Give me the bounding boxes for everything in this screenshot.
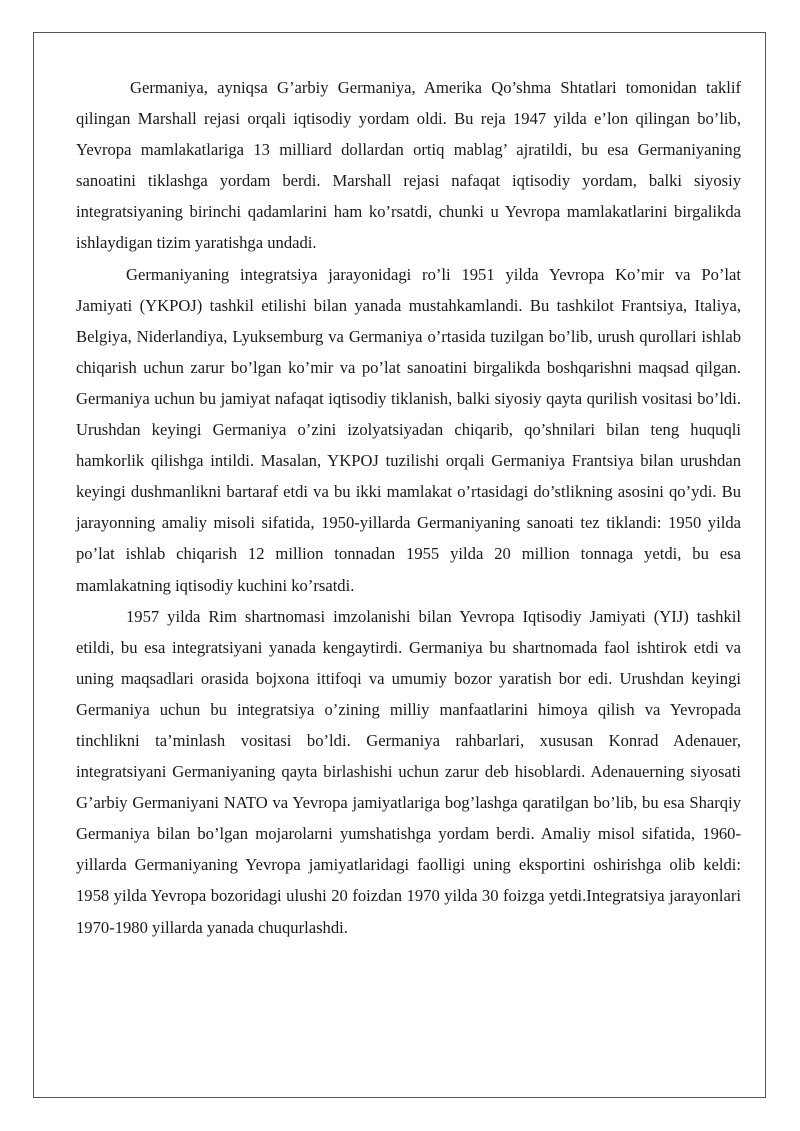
paragraph-3: 1957 yilda Rim shartnomasi imzolanishi bilan Yevropa Iqtisodiy Jamiyati (YIJ) tashkil etildi, bu esa integratsiyani yanada kengaytirdi. Germaniya bu shartnomada faol ishtirok etdi va uning maqsadlari orasida bojxona ittifoqi va umumiy bozor yaratish bor edi. Urushdan keyingi Germaniya uchun bu integratsiya o’zining milliy manfaatlarini himoya qilish va Yevropada tinchlikni ta’minlash vositasi bo’ldi. Germaniya rahbarlari, xususan Konrad Adenauer, integratsiyani Germaniyaning qayta birlashishi uchun zarur deb hisoblardi. Adenauerning siyosati G’arbiy Germaniyani NATO va Yevropa jamiyatlariga bog’lashga qaratilgan bo’lib, bu esa Sharqiy Germaniya bilan bo’lgan mojarolarni yumshatishga yordam berdi. Amaliy misol sifatida, 1960-yillarda Germaniyaning Yevropa jamiyatlaridagi faolligi uning eksportini oshirishga olib keldi: 1958 yilda Yevropa bozoridagi ulushi 20 foizdan 1970 yilda 30 foizga yetdi.Integratsiya jarayonlari 1970-1980 yillarda yanada chuqurlashdi. (76, 606, 741, 937)
paragraph-2: Germaniyaning integratsiya jarayonidagi ro’li 1951 yilda Yevropa Ko’mir va Po’lat Jamiyati (YKPOJ) tashkil etilishi bilan yanada mustahkamlandi. Bu tashkilot Frantsiya, Italiya, Belgiya, Niderlandiya, Lyuksemburg va Germaniya o’rtasida tuzilgan bo’lib, urush qurollari ishlab chiqarish uchun zarur bo’lgan ko’mir va po’lat sanoatini birgalikda boshqarishni maqsad qilgan. Germaniya uchun bu jamiyat nafaqat iqtisodiy tiklanish, balki siyosiy qayta qurilish vositasi bo’ldi. Urushdan keyingi Germaniya o’zini izolyatsiyadan chiqarib, qo’shnilari bilan teng huquqli hamkorlik qilishga intildi. Masalan, YKPOJ tuzilishi orqali Germaniya Frantsiya bilan urushdan keyingi dushmanlikni bartaraf etdi va bu ikki mamlakat o’rtasidagi do’stlikning asosini qo’ydi. Bu jarayonning amaliy misoli sifatida, 1950-yillarda Germaniyaning sanoati tez tiklandi: 1950 yilda po’lat ishlab chiqarish 12 million tonnadan 1955 yilda 20 million tonnaga yetdi, bu esa mamlakatning iqtisodiy kuchini ko’rsatdi. (76, 264, 741, 595)
paragraph-1: Germaniya, ayniqsa G’arbiy Germaniya, Amerika Qo’shma Shtatlari tomonidan taklif qilingan Marshall rejasi orqali iqtisodiy yordam oldi. Bu reja 1947 yilda e’lon qilingan bo’lib, Yevropa mamlakatlariga 13 milliard dollardan ortiq mablag’ ajratildi, bu esa Germaniyaning sanoatini tiklashga yordam berdi. Marshall rejasi nafaqat iqtisodiy yordam, balki siyosiy integratsiyaning birinchi qadamlarini ham ko’rsatdi, chunki u Yevropa mamlakatlarini birgalikda ishlaydigan tizim yaratishga undadi. (76, 78, 741, 253)
document-body (76, 72, 741, 943)
